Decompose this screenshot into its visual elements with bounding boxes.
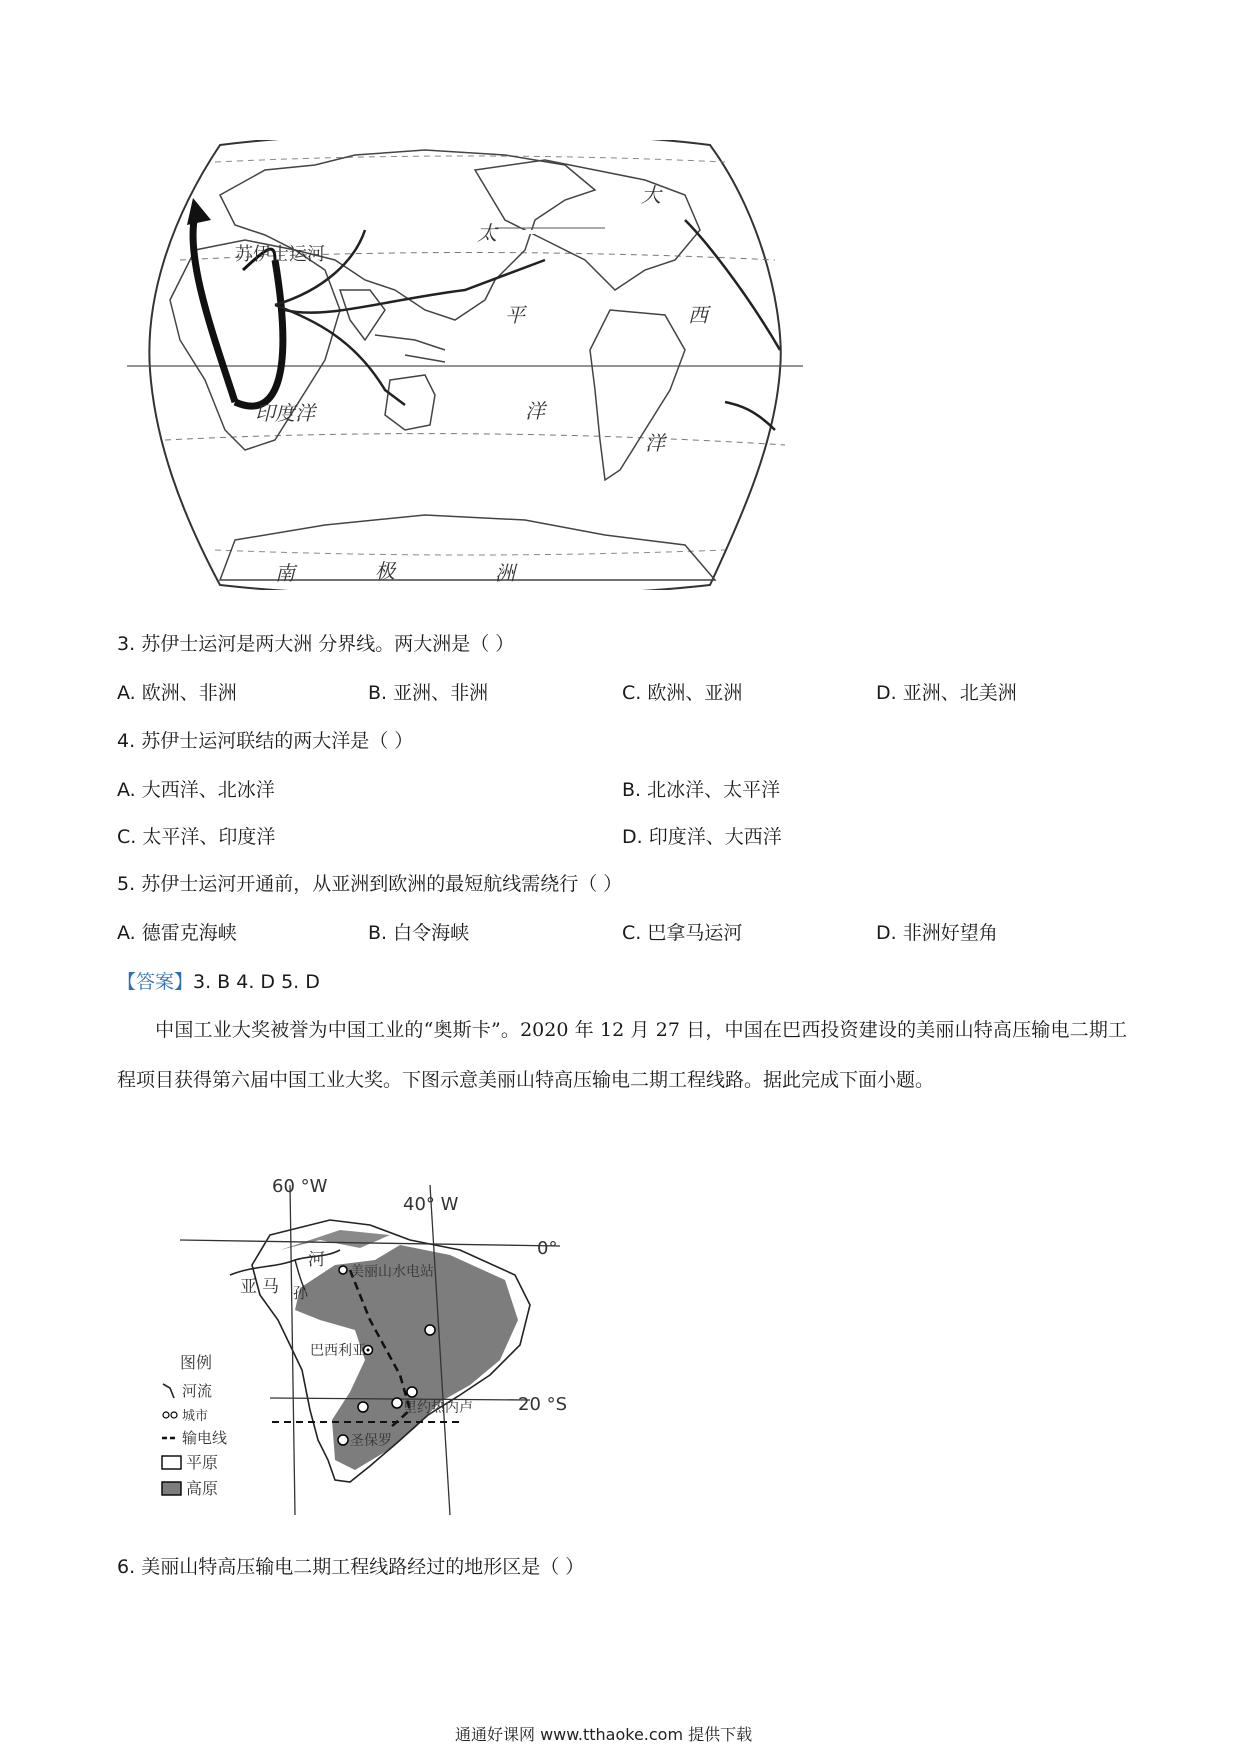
question-4-stem: 苏伊士运河联结的两大洋是（ ）	[141, 730, 414, 752]
river-label-1: 亚	[240, 1277, 257, 1297]
atlantic-label-2: 西	[688, 303, 708, 327]
river-label-2: 马	[262, 1277, 279, 1297]
q5-option-c: C. 巴拿马运河	[622, 922, 743, 944]
question-3	[117, 632, 514, 656]
question-6-number: 6.	[117, 1556, 136, 1578]
legend-title: 图例	[180, 1353, 213, 1372]
question-4	[117, 729, 413, 753]
legend-city-icon	[163, 1412, 169, 1418]
brazil-power-line-map	[160, 1170, 580, 1515]
atlantic-label-3: 洋	[645, 431, 665, 455]
legend-river-label: 河流	[182, 1382, 213, 1400]
q4-option-d: D. 印度洋、大西洋	[622, 826, 782, 848]
rio-marker	[392, 1398, 402, 1408]
q4-option-a: A. 大西洋、北冰洋	[117, 779, 275, 801]
dam-label: 美丽山水电站	[350, 1264, 434, 1280]
question-3-number: 3.	[117, 633, 136, 655]
q5-option-b: B. 白令海峡	[368, 922, 470, 944]
river-label-4: 河	[308, 1250, 325, 1270]
atlantic-label-1: 大	[641, 183, 661, 207]
antarctica-label-1: 南	[275, 561, 295, 585]
indian-ocean-label: 印度洋	[255, 401, 315, 425]
question-4-number: 4.	[117, 730, 136, 752]
river-label-3: 孙	[293, 1284, 309, 1302]
antarctica-label-2: 极	[375, 559, 395, 583]
pacific-label-1: 太	[477, 221, 497, 245]
question-6	[117, 1555, 584, 1579]
q4-option-b: B. 北冰洋、太平洋	[622, 779, 781, 801]
coast-city-2-marker	[407, 1387, 417, 1397]
q4-option-c: C. 太平洋、印度洋	[117, 826, 276, 848]
legend-river-icon	[163, 1384, 174, 1398]
question-5-number: 5.	[117, 873, 136, 895]
brasilia-label: 巴西利亚	[310, 1343, 366, 1359]
legend-plain-label: 平原	[186, 1453, 219, 1472]
legend-plateau-icon	[162, 1482, 181, 1495]
lon-60w-label: 60 °W	[272, 1176, 328, 1197]
lon-40w-label: 40° W	[403, 1194, 459, 1215]
question-6-stem: 美丽山特高压输电二期工程线路经过的地形区是（ ）	[141, 1556, 585, 1578]
legend-city-label: 城市	[182, 1409, 209, 1424]
saopaulo-label: 圣保罗	[350, 1433, 392, 1449]
answer-tag: 【答案】	[117, 971, 194, 993]
legend-plateau-label: 高原	[186, 1479, 219, 1498]
question-3-stem: 苏伊士运河是两大洲 分界线。两大洲是（ ）	[141, 633, 515, 655]
passage-text: 中国工业大奖被誉为中国工业的“奥斯卡”。2020 年 12 月 27 日，中国在巴西投资建设的美丽山特高压输电二期工程项目获得第六届中国工业大奖。下图示意美丽山特高压输电二期工程线路。据此完成下面小题。	[117, 1019, 1127, 1091]
suez-label: 苏伊士运河	[235, 244, 325, 265]
legend-plain-icon	[162, 1456, 181, 1469]
q3-option-d: D. 亚洲、北美洲	[876, 682, 1017, 704]
legend-line-label: 输电线	[182, 1429, 228, 1447]
world-map-suez	[125, 140, 805, 590]
south-city-marker	[338, 1435, 348, 1445]
map-frame	[149, 140, 780, 590]
dam-marker	[339, 1266, 347, 1274]
pacific-label-2: 平	[505, 303, 525, 327]
lat-0-label: 0°	[537, 1238, 558, 1259]
q3-option-b: B. 亚洲、非洲	[368, 682, 489, 704]
passage-paragraph	[117, 1005, 1127, 1105]
saopaulo-marker	[358, 1402, 368, 1412]
answer-text: 3. B 4. D 5. D	[193, 971, 320, 993]
q5-option-a: A. 德雷克海峡	[117, 922, 237, 944]
coast-city-1-marker	[425, 1325, 435, 1335]
lat-20s-label: 20 °S	[518, 1394, 568, 1415]
question-5	[117, 872, 622, 896]
q3-option-c: C. 欧洲、亚洲	[622, 682, 743, 704]
rio-label: 里约热内卢	[403, 1400, 473, 1416]
q5-option-d: D. 非洲好望角	[876, 922, 998, 944]
question-5-stem: 苏伊士运河开通前，从亚洲到欧洲的最短航线需绕行（ ）	[141, 873, 623, 895]
answer-line	[117, 970, 320, 994]
pacific-label-3: 洋	[525, 399, 545, 423]
page-footer: 通通好课网 www.tthaoke.com 提供下载	[455, 1725, 753, 1744]
antarctica-label-3: 洲	[495, 561, 515, 585]
q3-option-a: A. 欧洲、非洲	[117, 682, 237, 704]
